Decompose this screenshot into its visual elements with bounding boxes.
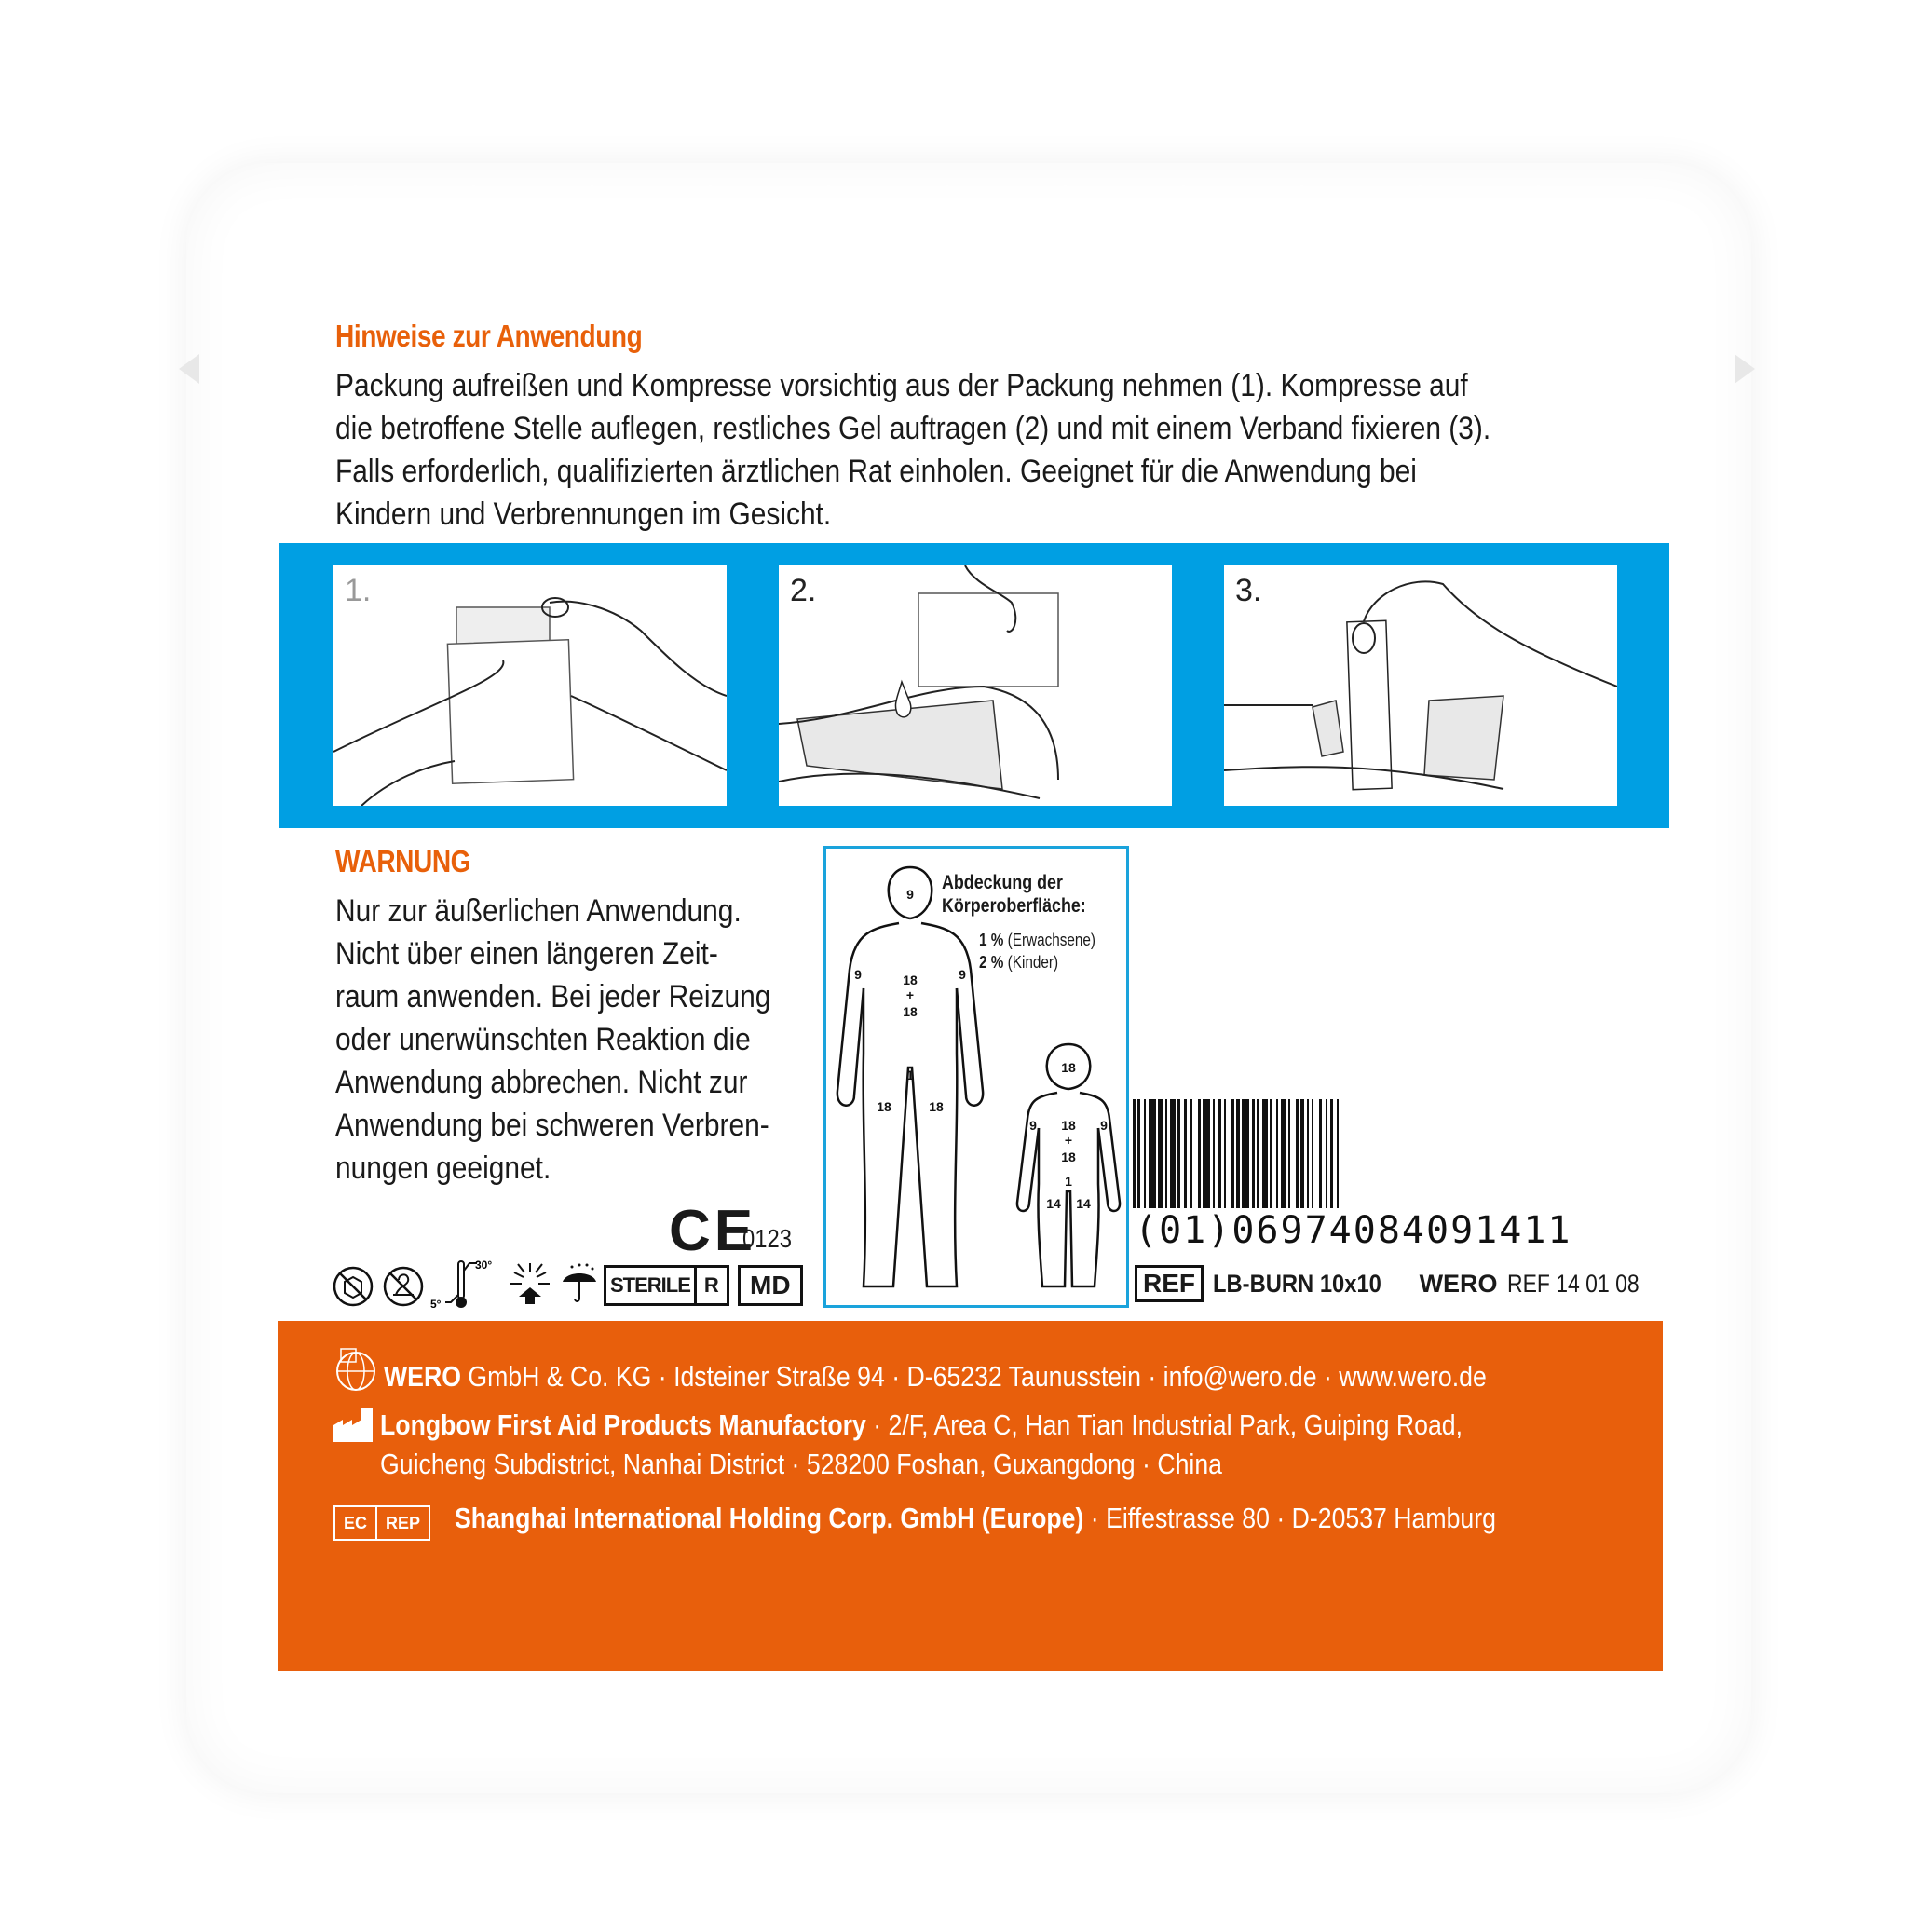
manufacturer-info-panel [278, 1321, 1663, 1671]
ce-mark: CE [669, 1199, 757, 1263]
adult-arm-left-value: 9 [854, 967, 862, 982]
child-leg-right-value: 14 [1076, 1196, 1091, 1211]
child-torso-bottom-value: 18 [1061, 1150, 1076, 1164]
barcode-bar [1242, 1099, 1249, 1208]
barcode [1133, 1099, 1610, 1208]
adult-torso-bottom-value: 18 [903, 1004, 918, 1019]
reference-line [1135, 1265, 1662, 1302]
hands-open-pack-illustration [333, 565, 727, 806]
legend-adult-label: (Erwachsene) [1007, 931, 1096, 949]
brand-name: WERO [1419, 1269, 1498, 1298]
instructions-line-3: Falls erforderlich, qualifizierten ärztlichen Rat einholen. Geeignet für die Anwendung bei [335, 454, 1417, 489]
do-not-use-if-damaged-icon [332, 1265, 374, 1308]
manufacturer-address-1: · 2/F, Area C, Han Tian Industrial Park, Guiping Road, [865, 1408, 1463, 1441]
instructions-line-1: Packung aufreißen und Kompresse vorsichtig aus der Packung nehmen (1). Kompresse auf [335, 368, 1468, 403]
child-arm-left-value: 9 [1029, 1118, 1037, 1133]
adult-plus: + [905, 987, 915, 1002]
distributor-globe-icon [333, 1345, 378, 1394]
barcode-bar [1339, 1099, 1341, 1208]
body-chart-title [942, 871, 1086, 918]
step-1-panel [333, 565, 727, 806]
instructions-heading: Hinweise zur Anwendung [335, 319, 643, 353]
manufacturer-address-2: Guicheng Subdistrict, Nanhai District · 528200 Foshan, Guxangdong · China [380, 1448, 1222, 1480]
ec-rep-address: · Eiffestrasse 80 · D-20537 Hamburg [1083, 1502, 1496, 1534]
legend-child-pct: 2 % [979, 953, 1004, 972]
adult-arm-right-value: 9 [959, 967, 966, 982]
sterile-method: R [694, 1268, 727, 1303]
legend-child-label: (Kinder) [1007, 953, 1059, 972]
sterile-r-label [604, 1265, 729, 1306]
step-3-panel [1224, 565, 1617, 806]
barcode-bar [1203, 1099, 1210, 1208]
warning-line-2: Nicht über einen längeren Zeit- [335, 936, 718, 972]
step-3-number: 3. [1235, 573, 1262, 608]
temperature-limit-icon [429, 1258, 503, 1312]
do-not-reuse-icon [382, 1265, 425, 1308]
ec-rep-name: Shanghai International Holding Corp. GmbH (Europe) [455, 1502, 1084, 1534]
child-arm-right-value: 9 [1100, 1118, 1108, 1133]
adult-head-value: 9 [906, 887, 914, 902]
step-1-number: 1. [345, 573, 372, 608]
warning-line-5: Anwendung abbrechen. Nicht zur [335, 1065, 748, 1100]
ref-label: REF [1135, 1265, 1204, 1302]
rep-label: REP [386, 1513, 421, 1532]
adult-leg-right-value: 18 [929, 1099, 944, 1114]
distributor-line [384, 1360, 1487, 1394]
legend-adult [979, 929, 1095, 951]
warning-line-7: nungen geeignet. [335, 1150, 551, 1186]
brand-ref: REF 14 01 08 [1506, 1269, 1639, 1298]
temp-max-label: 30° [475, 1259, 493, 1272]
instructions-line-2: die betroffene Stelle auflegen, restliches Gel auftragen (2) und mit einem Verband fixieren (3). [335, 411, 1491, 446]
medical-device-label: MD [738, 1265, 803, 1306]
keep-away-from-sunlight-icon [507, 1259, 553, 1306]
warning-line-1: Nur zur äußerlichen Anwendung. [335, 893, 742, 929]
instructions-line-4: Kindern und Verbrennungen im Gesicht. [335, 497, 832, 532]
keep-dry-icon [559, 1259, 600, 1306]
barcode-bar [1149, 1099, 1156, 1208]
body-chart-title-line-2: Körperoberfläche: [942, 895, 1086, 917]
body-chart-legend [979, 929, 1095, 973]
distributor-address: GmbH & Co. KG · Idsteiner Straße 94 · D-65232 Taunusstein · info@wero.de · www.wero.de [460, 1360, 1487, 1393]
sterile-text: STERILE [610, 1273, 690, 1297]
adult-leg-left-value: 18 [877, 1099, 891, 1114]
manufacturer-factory-icon [333, 1408, 373, 1442]
product-code: LB-BURN 10x10 [1213, 1269, 1381, 1298]
warning-heading: WARNUNG [335, 844, 471, 878]
warning-line-4: oder unerwünschten Reaktion die [335, 1022, 751, 1057]
adult-groin-value: 1 [906, 1068, 914, 1082]
bandage-wrap-illustration [1224, 565, 1617, 806]
apply-gel-illustration [779, 565, 1172, 806]
ec-rep-line [455, 1502, 1496, 1535]
warning-line-6: Anwendung bei schweren Verbren- [335, 1108, 769, 1143]
child-head-value: 18 [1061, 1060, 1076, 1075]
body-surface-chart [823, 846, 1129, 1308]
ce-notified-body-number: 0123 [742, 1224, 792, 1253]
ec-label: EC [335, 1507, 377, 1539]
step-2-panel [779, 565, 1172, 806]
barcode-number: (01)06974084091411 [1135, 1209, 1572, 1252]
legend-child [979, 951, 1095, 973]
ec-rep-symbol [333, 1505, 430, 1541]
manufacturer-line-1 [380, 1408, 1463, 1442]
temp-min-label: 5° [430, 1298, 442, 1311]
child-leg-left-value: 14 [1046, 1196, 1061, 1211]
child-torso-top-value: 18 [1061, 1118, 1076, 1133]
legend-adult-pct: 1 % [979, 931, 1004, 949]
distributor-name: WERO [384, 1360, 461, 1393]
warning-line-3: raum anwenden. Bei jeder Reizung [335, 979, 771, 1014]
child-plus: + [1064, 1133, 1073, 1148]
child-groin-value: 1 [1065, 1174, 1072, 1189]
step-2-number: 2. [790, 573, 817, 608]
adult-torso-top-value: 18 [903, 973, 918, 987]
body-chart-title-line-1: Abdeckung der [942, 872, 1063, 893]
steps-strip [279, 543, 1669, 828]
manufacturer-name: Longbow First Aid Products Manufactory [380, 1408, 866, 1441]
